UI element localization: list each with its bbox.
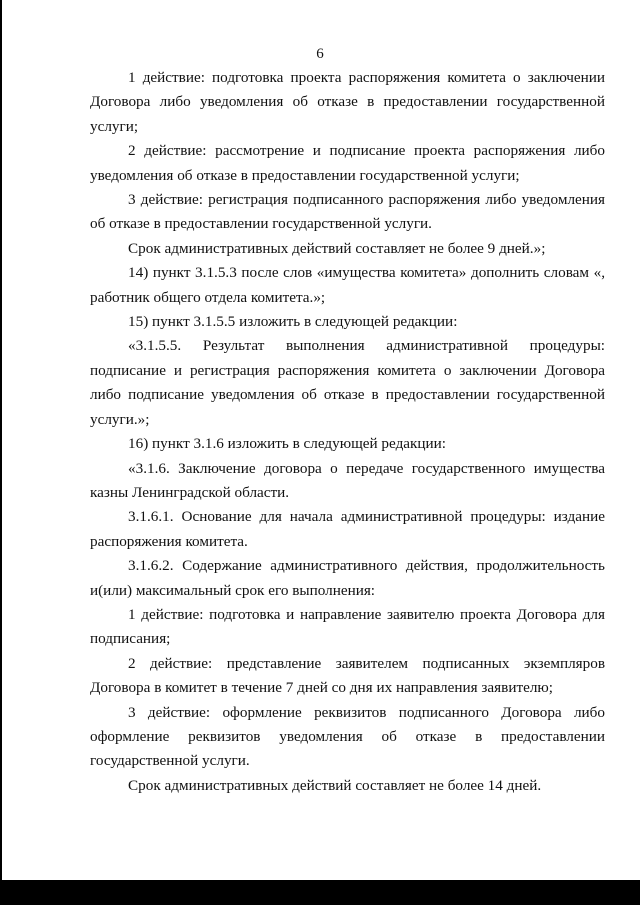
paragraph-item-16: 16) пункт 3.1.6 изложить в следующей редакции: bbox=[128, 435, 447, 453]
paragraph-step-2-return-signed: 2 действие: представление заявителем подписанных экземпляров Договора в комитет в течение 7 дней со дня их направления заявителю; bbox=[90, 654, 605, 697]
paragraph-item-14: 14) пункт 3.1.5.3 после слов «имущества комитета» дополнить словам «, работник общего отдела комитета.»; bbox=[90, 264, 605, 306]
page-number: 6 bbox=[316, 46, 324, 62]
paragraph-step-3-formalize: 3 действие: оформление реквизитов подписанного Договора либо оформление реквизитов уведомления об отказе в предоставлении государственной услуги. bbox=[90, 703, 605, 770]
paragraph-3-1-5-5-result: «3.1.5.5. Результат выполнения административной процедуры: подписание и регистрация распоряжения комитета о заключении Договора либо подписание уведомления об отказе в предоставлении государственной услуги.»; bbox=[90, 337, 605, 428]
paragraph-3-1-6-2-content: 3.1.6.2. Содержание административного действия, продолжительность и(или) максимальный срок его выполнения: bbox=[90, 557, 605, 599]
paragraph-action-3-registration: 3 действие: регистрация подписанного распоряжения либо уведомления об отказе в предоставлении государственной услуги. bbox=[90, 191, 605, 233]
paragraph-step-1-send-draft: 1 действие: подготовка и направление заявителю проекта Договора для подписания; bbox=[90, 605, 605, 648]
paragraph-term-9-days: Срок административных действий составляет не более 9 дней.»; bbox=[128, 239, 546, 257]
scan-bottom-band bbox=[0, 880, 640, 905]
paragraph-item-15: 15) пункт 3.1.5.5 изложить в следующей редакции: bbox=[128, 313, 458, 331]
scan-left-edge bbox=[0, 0, 22, 880]
paragraph-action-1-prepare-order: 1 действие: подготовка проекта распоряжения комитета о заключении Договора либо уведомления об отказе в предоставлении государственной услуги; bbox=[90, 69, 605, 135]
paragraph-term-14-days: Срок административных действий составляет не более 14 дней. bbox=[128, 776, 542, 794]
paragraph-action-2-review-sign: 2 действие: рассмотрение и подписание проекта распоряжения либо уведомления об отказе в предоставлении государственной услуги; bbox=[90, 142, 605, 184]
paragraph-3-1-6-contract: «3.1.6. Заключение договора о передаче государственного имущества казны Ленинградской области. bbox=[90, 459, 605, 501]
document-body bbox=[90, 66, 605, 798]
paragraph-3-1-6-1-basis: 3.1.6.1. Основание для начала административной процедуры: издание распоряжения комитета. bbox=[90, 508, 605, 550]
